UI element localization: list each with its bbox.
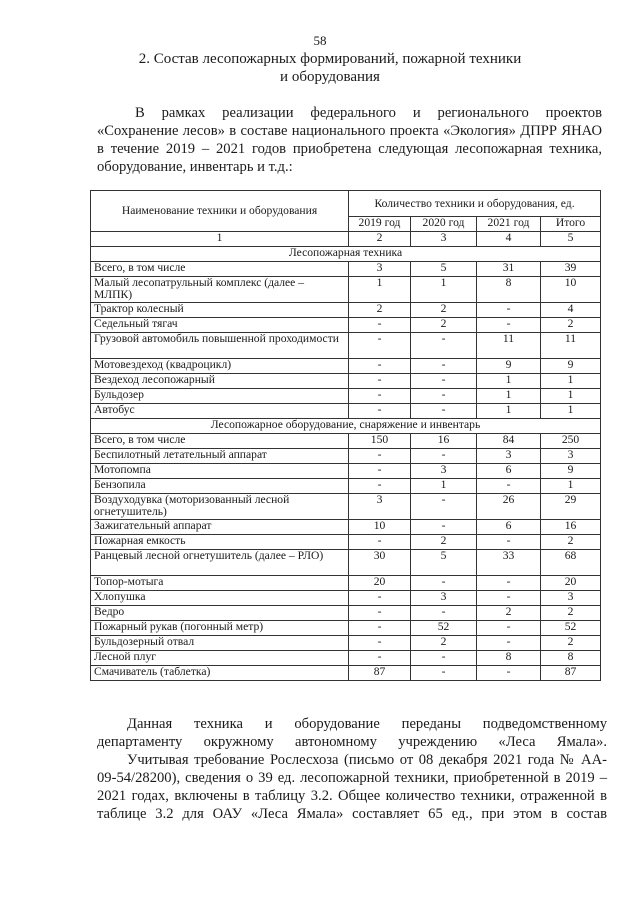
item-count: 87 xyxy=(349,666,411,681)
header-total: Итого xyxy=(541,217,601,232)
table-row xyxy=(91,449,601,464)
item-name: Трактор колесный xyxy=(91,303,349,318)
equipment-table xyxy=(90,190,601,681)
paragraph-line: 2021 годах, включены в таблицу 3.2. Общее количество техники, отраженной в xyxy=(97,788,607,804)
item-count: - xyxy=(349,636,411,651)
item-count: - xyxy=(411,576,477,591)
table-row xyxy=(91,389,601,404)
column-number: 4 xyxy=(477,232,541,247)
item-count: 1 xyxy=(349,277,411,303)
table-row xyxy=(91,651,601,666)
item-total: 9 xyxy=(541,464,601,479)
table-row xyxy=(91,591,601,606)
item-count: 1 xyxy=(411,277,477,303)
table-row xyxy=(91,318,601,333)
item-count: 26 xyxy=(477,494,541,520)
header-name: Наименование техники и оборудования xyxy=(91,191,349,232)
table-row xyxy=(91,636,601,651)
item-name: Седельный тягач xyxy=(91,318,349,333)
item-total: 250 xyxy=(541,434,601,449)
item-total: 1 xyxy=(541,389,601,404)
item-count: 20 xyxy=(349,576,411,591)
item-count: - xyxy=(477,318,541,333)
item-count: 1 xyxy=(477,374,541,389)
intro-line: в течение 2019 – 2021 годов приобретена следующая лесопожарная техника, xyxy=(97,141,602,157)
item-count: - xyxy=(349,621,411,636)
item-count: - xyxy=(411,449,477,464)
item-count: - xyxy=(349,449,411,464)
item-name: Автобус xyxy=(91,404,349,419)
item-count: - xyxy=(411,404,477,419)
column-number: 3 xyxy=(411,232,477,247)
paragraph-line: Данная техника и оборудование переданы подведомственному xyxy=(127,716,607,732)
item-name: Вездеход лесопожарный xyxy=(91,374,349,389)
item-count: 6 xyxy=(477,520,541,535)
item-count: 3 xyxy=(349,262,411,277)
item-total: 39 xyxy=(541,262,601,277)
table-row xyxy=(91,277,601,303)
item-count: - xyxy=(349,404,411,419)
item-count: - xyxy=(349,591,411,606)
item-count: - xyxy=(349,464,411,479)
paragraph-line: таблице 3.2 для ОАУ «Леса Ямала» составляет 65 ед., при этом в состав xyxy=(97,806,607,822)
item-total: 52 xyxy=(541,621,601,636)
item-count: - xyxy=(349,606,411,621)
section-title: Лесопожарная техника xyxy=(91,247,601,262)
item-name: Ранцевый лесной огнетушитель (далее – РЛО) xyxy=(91,550,349,576)
item-total: 87 xyxy=(541,666,601,681)
item-count: - xyxy=(477,591,541,606)
item-count: - xyxy=(477,621,541,636)
item-count: - xyxy=(411,389,477,404)
intro-line: оборудование, инвентарь и т.д.: xyxy=(97,159,293,175)
item-count: 6 xyxy=(477,464,541,479)
item-name: Воздуходувка (моторизованный лесной огнетушитель) xyxy=(91,494,349,520)
item-count: - xyxy=(349,535,411,550)
item-count: 11 xyxy=(477,333,541,359)
table-row xyxy=(91,434,601,449)
table-row xyxy=(91,359,601,374)
item-count: 2 xyxy=(411,303,477,318)
paragraph-line: департаменту окружному автономному учреждению «Леса Ямала». xyxy=(97,734,607,750)
item-count: 1 xyxy=(477,389,541,404)
item-name: Всего, в том числе xyxy=(91,434,349,449)
item-count: - xyxy=(477,479,541,494)
item-total: 3 xyxy=(541,449,601,464)
item-total: 16 xyxy=(541,520,601,535)
table-row xyxy=(91,464,601,479)
header-year: 2020 год xyxy=(411,217,477,232)
item-count: 31 xyxy=(477,262,541,277)
item-count: - xyxy=(349,333,411,359)
item-name: Малый лесопатрульный комплекс (далее – МЛПК) xyxy=(91,277,349,303)
item-name: Мотопомпа xyxy=(91,464,349,479)
item-total: 8 xyxy=(541,651,601,666)
table-row xyxy=(91,520,601,535)
item-name: Всего, в том числе xyxy=(91,262,349,277)
item-count: 30 xyxy=(349,550,411,576)
section-row xyxy=(91,419,601,434)
column-number: 1 xyxy=(91,232,349,247)
item-count: - xyxy=(411,374,477,389)
item-count: - xyxy=(349,389,411,404)
item-count: - xyxy=(411,494,477,520)
intro-line: В рамках реализации федерального и регионального проектов xyxy=(135,105,602,121)
item-count: - xyxy=(477,666,541,681)
header-year: 2021 год xyxy=(477,217,541,232)
item-count: 3 xyxy=(349,494,411,520)
table-row xyxy=(91,621,601,636)
item-count: - xyxy=(411,651,477,666)
item-name: Пожарный рукав (погонный метр) xyxy=(91,621,349,636)
item-total: 68 xyxy=(541,550,601,576)
item-total: 2 xyxy=(541,535,601,550)
item-total: 3 xyxy=(541,591,601,606)
item-total: 4 xyxy=(541,303,601,318)
header-quantity: Количество техники и оборудования, ед. xyxy=(349,191,601,217)
item-count: 2 xyxy=(411,318,477,333)
item-count: - xyxy=(411,359,477,374)
item-name: Ведро xyxy=(91,606,349,621)
item-count: 1 xyxy=(477,404,541,419)
item-total: 10 xyxy=(541,277,601,303)
item-total: 2 xyxy=(541,318,601,333)
table-row xyxy=(91,333,601,359)
table-row xyxy=(91,550,601,576)
item-count: - xyxy=(349,359,411,374)
closing-paragraphs xyxy=(97,715,607,823)
item-name: Пожарная емкость xyxy=(91,535,349,550)
item-name: Зажигательный аппарат xyxy=(91,520,349,535)
table-row xyxy=(91,576,601,591)
item-count: - xyxy=(411,606,477,621)
item-count: 5 xyxy=(411,550,477,576)
item-count: 84 xyxy=(477,434,541,449)
item-count: 16 xyxy=(411,434,477,449)
item-count: 33 xyxy=(477,550,541,576)
item-name: Беспилотный летательный аппарат xyxy=(91,449,349,464)
table-row xyxy=(91,374,601,389)
page-number: 58 xyxy=(313,33,327,48)
item-count: - xyxy=(349,374,411,389)
item-count: 8 xyxy=(477,651,541,666)
item-name: Бульдозерный отвал xyxy=(91,636,349,651)
item-total: 11 xyxy=(541,333,601,359)
item-count: - xyxy=(477,535,541,550)
item-count: - xyxy=(477,636,541,651)
heading-line-1: 2. Состав лесопожарных формирований, пожарной техники xyxy=(138,51,522,67)
table-row xyxy=(91,262,601,277)
item-count: 3 xyxy=(411,591,477,606)
intro-line: «Сохранение лесов» в составе национального проекта «Экология» ДПРР ЯНАО xyxy=(97,123,602,139)
section-row xyxy=(91,247,601,262)
section-title: Лесопожарное оборудование, снаряжение и инвентарь xyxy=(91,419,601,434)
column-number: 2 xyxy=(349,232,411,247)
item-count: - xyxy=(411,333,477,359)
item-count: 2 xyxy=(411,636,477,651)
item-total: 29 xyxy=(541,494,601,520)
item-count: 150 xyxy=(349,434,411,449)
item-total: 1 xyxy=(541,404,601,419)
item-count: - xyxy=(349,318,411,333)
table-row xyxy=(91,535,601,550)
table-row xyxy=(91,606,601,621)
item-count: 3 xyxy=(477,449,541,464)
item-count: 2 xyxy=(477,606,541,621)
item-count: 8 xyxy=(477,277,541,303)
item-count: 9 xyxy=(477,359,541,374)
item-name: Мотовездеход (квадроцикл) xyxy=(91,359,349,374)
item-total: 2 xyxy=(541,606,601,621)
table-row xyxy=(91,404,601,419)
item-name: Грузовой автомобиль повышенной проходимости xyxy=(91,333,349,359)
section-heading xyxy=(110,50,550,86)
table-row xyxy=(91,303,601,318)
table-body xyxy=(91,247,601,681)
column-number: 5 xyxy=(541,232,601,247)
item-name: Хлопушка xyxy=(91,591,349,606)
item-count: 10 xyxy=(349,520,411,535)
item-total: 20 xyxy=(541,576,601,591)
heading-line-2: и оборудования xyxy=(280,69,380,85)
item-count: - xyxy=(349,651,411,666)
header-year: 2019 год xyxy=(349,217,411,232)
item-count: - xyxy=(411,666,477,681)
item-name: Лесной плуг xyxy=(91,651,349,666)
item-count: - xyxy=(477,576,541,591)
paragraph-line: 09-54/28200), сведения о 39 ед. лесопожарной техники, приобретенной в 2019 – xyxy=(97,770,607,786)
item-count: 3 xyxy=(411,464,477,479)
item-count: - xyxy=(477,303,541,318)
table-row xyxy=(91,479,601,494)
item-count: 2 xyxy=(411,535,477,550)
item-count: 1 xyxy=(411,479,477,494)
table-row xyxy=(91,494,601,520)
item-count: - xyxy=(349,479,411,494)
item-name: Смачиватель (таблетка) xyxy=(91,666,349,681)
intro-paragraph xyxy=(97,104,602,176)
item-count: 2 xyxy=(349,303,411,318)
item-total: 1 xyxy=(541,479,601,494)
table-row xyxy=(91,666,601,681)
item-total: 1 xyxy=(541,374,601,389)
item-total: 9 xyxy=(541,359,601,374)
item-count: 5 xyxy=(411,262,477,277)
item-total: 2 xyxy=(541,636,601,651)
item-name: Бензопила xyxy=(91,479,349,494)
item-name: Топор-мотыга xyxy=(91,576,349,591)
item-name: Бульдозер xyxy=(91,389,349,404)
item-count: - xyxy=(411,520,477,535)
paragraph-line: Учитывая требование Рослесхоза (письмо от 08 декабря 2021 года № АА- xyxy=(127,752,607,768)
item-count: 52 xyxy=(411,621,477,636)
